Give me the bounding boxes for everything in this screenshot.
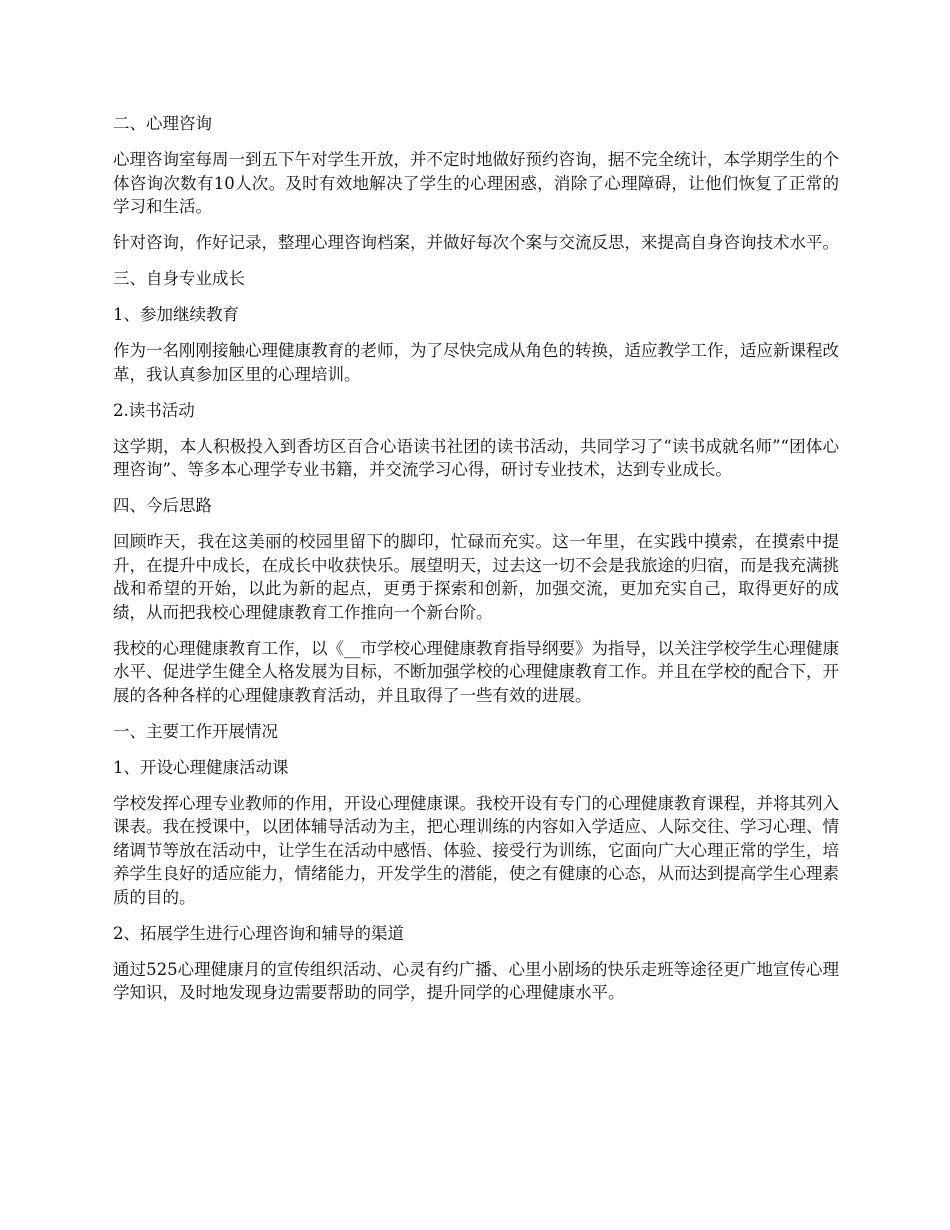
subheading-counseling-channels: 2、拓展学生进行心理咨询和辅导的渠道 [113,923,404,943]
paragraph-counseling-room: 心理咨询室每周一到五下午对学生开放，并不定时地做好预约咨询，据不完全统计，本学期学生的个体咨询次数有10人次。及时有效地解决了学生的心理困惑，消除了心理障碍，让他们恢复了正常的学习和生活。 [113,150,839,216]
paragraph-counseling-channels: 通过525心理健康月的宣传组织活动、心灵有约广播、心里小剧场的快乐走班等途径更广地宣传心理学知识，及时地发现身边需要帮助的同学，提升同学的心理健康水平。 [113,959,839,1002]
paragraph-counseling-records: 针对咨询，作好记录，整理心理咨询档案，并做好每次个案与交流反思，来提高自身咨询技术水平。 [113,233,839,252]
section-heading-counseling: 二、心理咨询 [113,114,212,133]
section-heading-future-plans: 四、今后思路 [113,496,212,515]
subheading-activity-class: 1、开设心理健康活动课 [113,757,289,777]
paragraph-activity-class: 学校发挥心理专业教师的作用，开设心理健康课。我校开设有专门的心理健康教育课程，并将其列入课表。我在授课中，以团体辅导活动为主，把心理训练的内容如入学适应、人际交往、学习心理、情绪调节等放在活动中，让学生在活动中感悟、体验、接受行为训练，它面向广大心理正常的学生，培养学生良好的适应能力，情绪能力，开发学生的潜能，使之有健康的心态，从而达到提高学生心理素质的目的。 [113,793,839,907]
section-heading-main-work: 一、主要工作开展情况 [113,721,278,741]
paragraph-continuing-education: 作为一名刚刚接触心理健康教育的老师，为了尽快完成从角色的转换，适应教学工作，适应新课程改革，我认真参加区里的心理培训。 [113,341,839,384]
subheading-continuing-education: 1、参加继续教育 [113,305,239,324]
subheading-reading-activity: 2.读书活动 [113,400,195,420]
paragraph-reading-activity: 这学期，本人积极投入到香坊区百合心语读书社团的读书活动，共同学习了“读书成就名师”“团体心理咨询”、等多本心理学专业书籍，并交流学习心得，研讨专业技术，达到专业成长。 [113,436,839,479]
paragraph-school-mental-health: 我校的心理健康教育工作，以《__市学校心理健康教育指导纲要》为指导，以关注学校学生心理健康水平、促进学生健全人格发展为目标，不断加强学校的心理健康教育工作。并且在学校的配合下，开展的各种各样的心理健康教育活动，并且取得了一些有效的进展。 [113,638,839,705]
section-heading-professional-growth: 三、自身专业成长 [113,269,245,288]
paragraph-review: 回顾昨天，我在这美丽的校园里留下的脚印，忙碌而充实。这一年里，在实践中摸索，在摸索中提升，在提升中成长，在成长中收获快乐。展望明天，过去这一切不会是我旅途的归宿，而是我充满挑战和希望的开始，以此为新的起点，更勇于探索和创新，加强交流，更加充实自己，取得更好的成绩，从而把我校心理健康教育工作推向一个新台阶。 [113,532,839,622]
document-page [113,112,839,1017]
